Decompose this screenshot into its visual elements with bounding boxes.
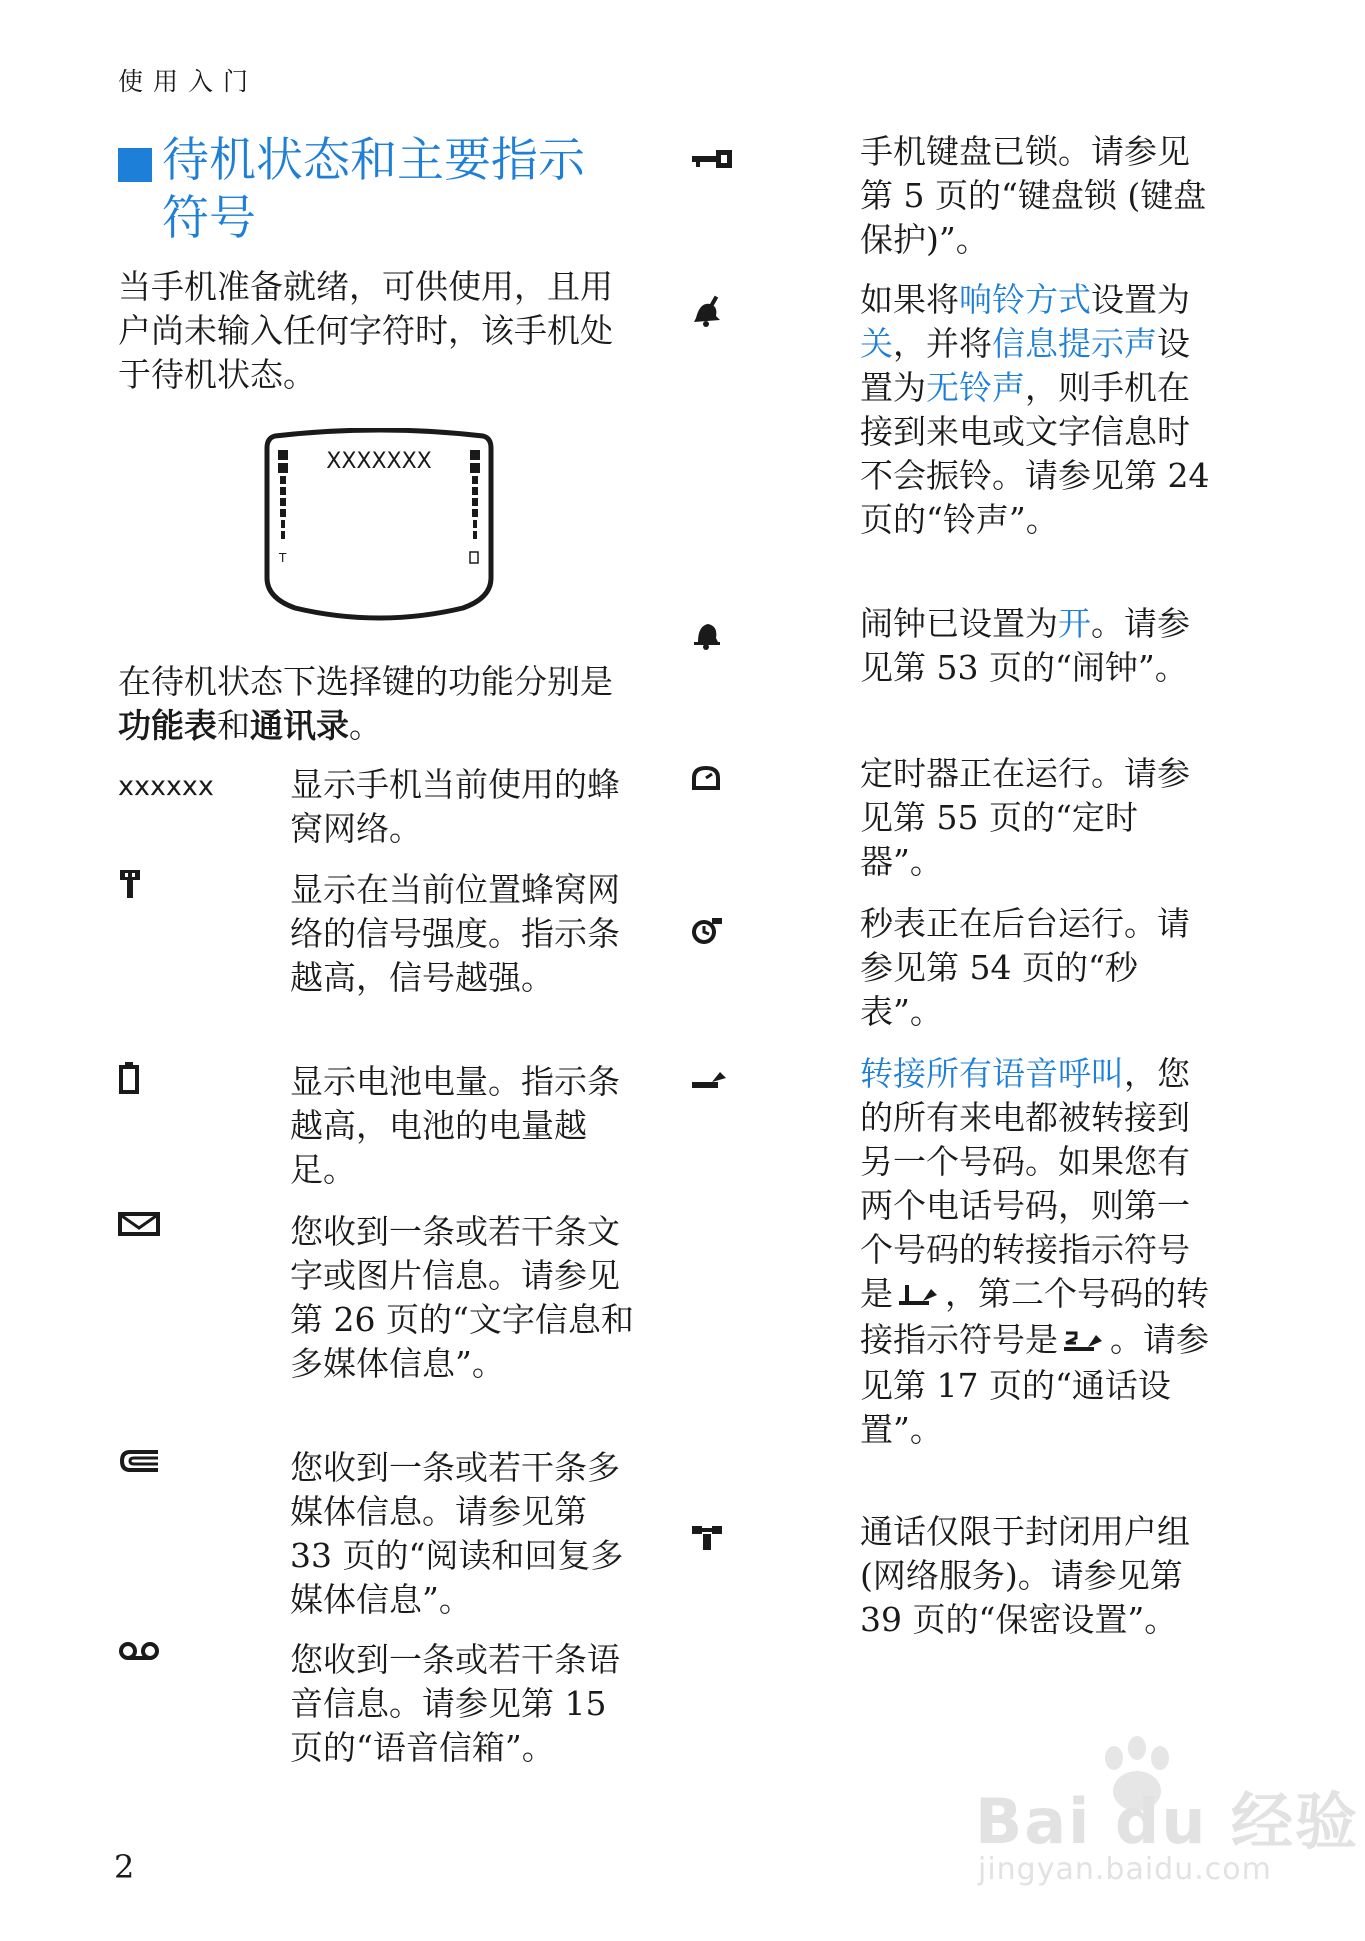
section-title: 待机状态和主要指示符号 <box>162 133 585 246</box>
indicator-keyguard <box>690 130 1220 262</box>
alarm-clock-icon <box>690 618 722 654</box>
network-name-icon: xxxxxx <box>118 771 214 802</box>
indicator-description <box>860 602 1220 690</box>
off-setting: 关 <box>860 324 893 363</box>
text-run: 设置为 <box>860 324 1190 407</box>
menu-label: 功能表 <box>118 706 217 745</box>
indicator-description: 显示手机当前使用的蜂窝网络。 <box>290 765 620 848</box>
closed-user-group-icon <box>690 1524 724 1558</box>
signal-strength-icon <box>118 868 142 904</box>
indicator-signal <box>118 868 635 1000</box>
text-run: ，并将 <box>893 324 992 363</box>
indicator-network-name <box>118 763 635 851</box>
indicator-battery <box>118 1060 635 1192</box>
text-run: ，您的所有来电都被转接到另一个号码。如果您有两个电话号码，则第一个号码的转接指示符号是 <box>860 1054 1190 1313</box>
standby-network-label: XXXXXXX <box>326 449 432 474</box>
indicator-description: 定时器正在运行。请参见第 55 页的“定时器”。 <box>860 754 1190 881</box>
softkeys-text: 在待机状态下选择键的功能分别是 <box>118 662 613 701</box>
no-tone-setting: 无铃声 <box>926 368 1025 407</box>
softkeys-and: 和 <box>217 706 250 745</box>
indicator-description: 秒表正在后台运行。请参见第 54 页的“秒表”。 <box>860 904 1190 1031</box>
divert-line2-icon <box>1062 1320 1106 1364</box>
call-divert-icon <box>690 1066 730 1096</box>
indicator-description: 您收到一条或若干条多媒体信息。请参见第 33 页的“阅读和回复多媒体信息”。 <box>290 1448 624 1619</box>
battery-icon <box>118 1060 140 1098</box>
message-alert-tone-setting: 信息提示声 <box>992 324 1157 363</box>
watermark-url: jingyan.baidu.com <box>978 1852 1272 1887</box>
on-setting: 开 <box>1058 604 1091 643</box>
indicator-alarm <box>690 602 1220 690</box>
indicator-stopwatch <box>690 902 1220 1034</box>
text-run: 设置为 <box>1091 280 1190 319</box>
ringing-type-setting: 响铃方式 <box>959 280 1091 319</box>
standby-screen-illustration <box>263 428 495 622</box>
softkeys-end: 。 <box>349 706 382 745</box>
indicator-description: 您收到一条或若干条文字或图片信息。请参见第 26 页的“文字信息和多媒体信息”。 <box>290 1212 634 1383</box>
running-header: 使用入门 <box>118 67 259 96</box>
softkeys-paragraph <box>118 660 638 748</box>
title-bullet-square <box>118 148 152 182</box>
indicator-description: 显示电池电量。指示条越高，电池的电量越足。 <box>290 1062 620 1189</box>
indicator-description: 您收到一条或若干条语音信息。请参见第 15 页的“语音信箱”。 <box>290 1640 620 1767</box>
text-run: 如果将 <box>860 280 959 319</box>
timer-icon <box>690 764 722 796</box>
page-number: 2 <box>114 1848 135 1886</box>
indicator-silent <box>690 278 1220 542</box>
voicemail-icon <box>118 1638 160 1668</box>
indicator-voice-message <box>118 1638 635 1770</box>
contacts-label: 通讯录 <box>250 706 349 745</box>
indicator-description <box>860 1052 1220 1452</box>
key-icon <box>690 148 734 174</box>
intro-paragraph: 当手机准备就绪，可供使用，且用户尚未输入任何字符时，该手机处于待机状态。 <box>118 267 613 394</box>
text-run: 。请参见第 17 页的“通话设置”。 <box>860 1320 1209 1449</box>
divert-line1-icon <box>897 1274 941 1318</box>
indicator-call-divert <box>690 1052 1220 1452</box>
envelope-icon <box>118 1210 160 1242</box>
watermark-brand: Bai du 经验 <box>975 1785 1360 1858</box>
indicator-multimedia-message <box>118 1446 635 1622</box>
indicator-description: 通话仅限于封闭用户组 (网络服务)。请参见第 39 页的“保密设置”。 <box>860 1512 1190 1639</box>
indicator-description: 显示在当前位置蜂窝网络的信号强度。指示条越高，信号越强。 <box>290 870 620 997</box>
indicator-description <box>860 278 1220 542</box>
text-run: ，则手机在接到来电或文字信息时不会振铃。请参见第 24 页的“铃声”。 <box>860 368 1210 539</box>
indicator-timer <box>690 752 1220 884</box>
multimedia-message-icon <box>118 1446 162 1480</box>
indicator-text-message <box>118 1210 635 1386</box>
indicator-description: 手机键盘已锁。请参见第 5 页的“键盘锁 (键盘保护)”。 <box>860 132 1207 259</box>
text-run: 。请参见第 53 页的“闹钟”。 <box>860 604 1190 687</box>
indicator-closed-user-group <box>690 1510 1220 1642</box>
text-run: ，第二个号码的转接指示符号是 <box>860 1274 1209 1359</box>
divert-all-voice-calls-setting: 转接所有语音呼叫 <box>860 1054 1124 1093</box>
stopwatch-icon <box>690 916 724 950</box>
text-run: 闹钟已设置为 <box>860 604 1058 643</box>
svg-text:T: T <box>279 551 287 565</box>
silent-icon <box>690 294 724 332</box>
